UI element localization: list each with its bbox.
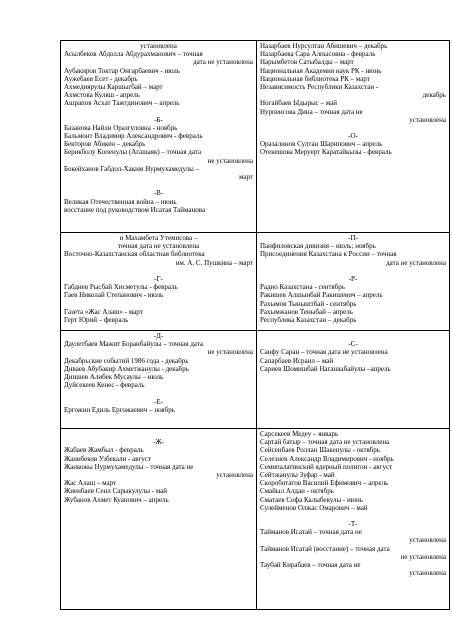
entry-line: Сейсенбаев Роллан Шакенулы - октябрь (260, 446, 380, 455)
entry-line: Тайманов Исатай – точная дата не (260, 528, 362, 537)
entry-line: Герт Юрий – февраль (64, 315, 129, 324)
entry-line: Радио Казахстана - сентябрь (260, 283, 345, 292)
entry-line: Асылбеков Абдолла Абдурахманович – точная (64, 50, 203, 59)
entry-line: Нарымбетов Сатыбалды – март (260, 58, 354, 67)
entry-line: Жабаев Жамбыл - февраль (64, 446, 144, 455)
letter-heading: -С- (348, 340, 358, 349)
entry-line: Бокейханов Габдол-Хаким Нурмухамедулы – (64, 164, 200, 173)
entry-line: Базанова Найли Оразгуловна - ноябрь (64, 123, 178, 132)
entry-line: Сарсекеев Медеу – январь (260, 430, 339, 438)
entry-line: Сапарбаев Исраил – май (260, 356, 334, 365)
entry-line: Габдиев Рысбай Хисметулы - февраль (64, 283, 178, 292)
blank-line (260, 124, 446, 132)
entry-line: дата не установлена (193, 58, 253, 67)
letter-heading: -Р- (348, 274, 358, 283)
document-page (60, 40, 450, 610)
blank-line (64, 267, 253, 275)
entry-line: Сариев Шомишбай Нагашыбайулы –апрель (260, 364, 391, 373)
letter-heading: -Т- (348, 520, 358, 529)
entry-line: Смайыл Алдан - октябрь (260, 487, 334, 496)
entry-line: установлена (409, 115, 446, 124)
entry-line: Таубай Кирабаев – точная дата не (260, 561, 361, 569)
entry-line: Жиенбаев Сенл Сарыкулулы - май (64, 487, 167, 496)
entry-line: Национальная Академия наук РК - июнь (260, 66, 382, 75)
entry-line: Рахымов Тыныштбай - сентябрь (260, 299, 357, 308)
entry-line: Отекешова Меруерт Каратайкызы - февраль (260, 148, 392, 157)
entry-line: установлена (409, 536, 446, 545)
entry-line: Газета «Жас Алаш» - март (64, 307, 143, 316)
entry-line: Ахмстова Куляш - апрель (64, 91, 140, 100)
cell-r4-c2 (256, 428, 450, 610)
entry-line: Жанкожы Нурмухамедулы – точная дата не (64, 462, 194, 471)
entry-line: Сартай батыр – точная дата не установлена (260, 438, 390, 447)
entry-line: Ахмедиярулы Каршыгбай – март (64, 82, 163, 91)
entry-line: Жанибеков Узбекали - август (64, 454, 152, 463)
entry-line: декабрь (422, 91, 446, 100)
entry-line: Селезнев Александр Владимирович - ноябрь (260, 454, 394, 463)
entry-line: Назарбаев Нурсултан Абишевич – декабрь (260, 42, 388, 50)
entry-line: Оразалинов Султан Шарипович – апрель (260, 140, 383, 149)
entry-line: Тайманов Исатай (восстание) – точная дата (260, 544, 390, 553)
letter-heading: -О- (348, 132, 358, 141)
letter-heading: -Е- (154, 397, 163, 406)
letter-heading: -Д- (153, 332, 164, 340)
entry-line: Гаев Николай Степанович - июль (64, 291, 164, 300)
entry-line: Рахымжанов Теныбай – апрель (260, 307, 353, 316)
entry-line: Сулейменов Олжас Омарович – май (260, 503, 368, 512)
entry-line: не установлена (207, 348, 253, 357)
entry-line: точная дата не установлена (117, 242, 200, 251)
entry-line: Берикболу Копенулы (Агашаяк) – точная дата (64, 148, 202, 157)
cell-r1-c2 (256, 40, 450, 232)
entry-line: Независимость Республики Казахстан - (260, 82, 379, 91)
cell-r2-c2 (256, 232, 450, 330)
entry-line: Даулетбаев Мажит Боранбайулы – точная дата (64, 340, 203, 349)
entry-line: Национальная библиотека РК – март (260, 74, 370, 83)
entry-line: Жубанов Ахмет Куанович – апрель (64, 495, 169, 504)
cell-r4-c1 (60, 428, 257, 610)
entry-line: дата не установлена (386, 258, 446, 267)
entry-line: Диваев Абубакир Ахметжанулы - декабрь (64, 364, 189, 373)
entry-line: Восточно-Казахстанская областная библиотека (64, 250, 205, 259)
entry-line: Аубакиров Токтар Онгарбаевич - июль (64, 66, 180, 75)
cell-r1-c1 (60, 40, 257, 232)
entry-line: восстание под руководством Исатая Тайманова (64, 205, 206, 214)
blank-line (260, 512, 446, 520)
entry-line: Аужебаев Есет - декабрь (64, 74, 138, 83)
letter-heading: -В- (153, 189, 164, 198)
entry-line: Дуйсекеев Кенес - февраль (64, 381, 145, 390)
entry-line: Семипалатинский ядерный полигон - август (260, 462, 393, 471)
entry-line: установлена (409, 569, 446, 578)
entry-line: Бальмонт Владимир Александрович - февраль (64, 132, 203, 141)
cell-r2-c1 (60, 232, 257, 330)
letter-heading: -Б- (154, 115, 163, 124)
entry-line: и Махамбета Утемисова – (119, 234, 198, 242)
blank-line (64, 300, 253, 308)
entry-line: Назарбаева Сара Алпысовна - февраль (260, 50, 376, 59)
blank-line (64, 108, 253, 116)
entry-line: Декабрьские событий 1986 года - декабрь (64, 356, 189, 365)
entry-line: Санфу Саран – точная дата не установлена (260, 348, 388, 357)
entry-line: март (239, 173, 253, 181)
entry-line: не установлена (400, 552, 446, 561)
entry-line: не установлена (207, 156, 253, 165)
blank-line (64, 181, 253, 189)
letter-heading: -Г- (154, 274, 163, 283)
entry-line: Нурпеисова Дина – точная дата не (260, 107, 363, 116)
entry-line: Скороботатов Василий Ефимович – апрель (260, 479, 389, 488)
letter-heading: -Ж- (153, 438, 164, 447)
entry-line: Ракишев Алшынбай Ракишевич – апрель (260, 291, 383, 300)
entry-line: Панфиловская дивизия – июль; ноябрь (260, 242, 376, 251)
cell-r3-c1 (60, 330, 257, 428)
cell-r3-c2 (256, 330, 450, 428)
entry-line: Сейтжанулы Зуфар - май (260, 470, 335, 479)
entry-line: Жас Алаш – март (64, 479, 117, 488)
entry-line: Бекторов Абикен – декабрь (64, 140, 146, 149)
entry-line: Ногайбаев Ыдырыс – май (260, 99, 338, 108)
blank-line (260, 267, 446, 275)
entry-line: Ергожин Едиль Ергожаевич – ноябрь (64, 405, 175, 414)
blank-line (64, 389, 253, 397)
entry-line: Сматаев Софа Калыбекулы - июнь (260, 495, 363, 504)
blank-line (64, 430, 253, 438)
entry-line: установлена (140, 42, 177, 50)
entry-line: им. А. С. Пушкина – март (175, 258, 253, 267)
blank-line (260, 332, 446, 340)
entry-line: Ашрапов Асхат Тажтдинович – апрель (64, 99, 180, 108)
entry-line: Республика Казахстан – декабрь (260, 315, 357, 324)
entry-line: Присоединения Казахстана к России – точная (260, 250, 397, 259)
letter-heading: -П- (348, 234, 358, 242)
entry-line: установлена (216, 470, 253, 479)
entry-line: Диишев Алибек Мусаулы – июль (64, 372, 164, 381)
entry-line: Великая Отечественная война – июнь (64, 197, 177, 206)
